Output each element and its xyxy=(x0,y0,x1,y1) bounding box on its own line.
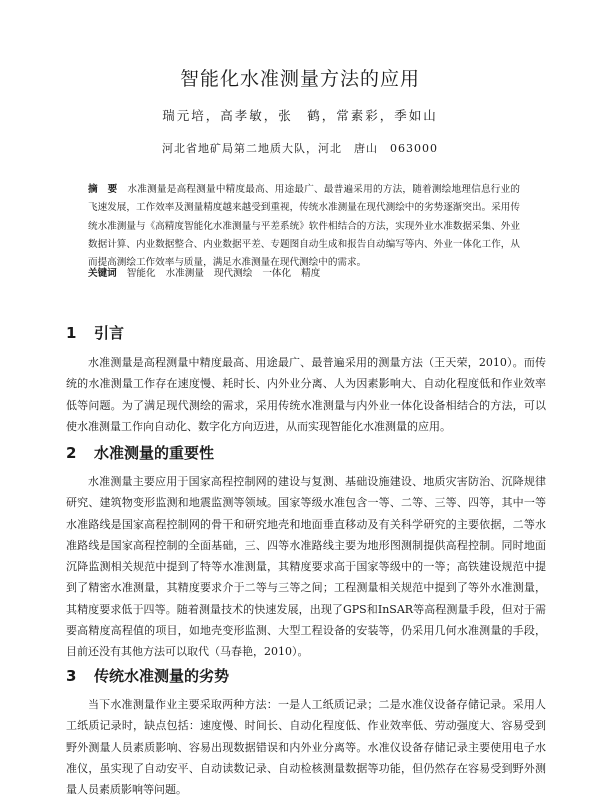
section-2-paragraph: 水准测量主要应用于国家高程控制网的建设与复测、基础设施建设、地质灾害防治、沉降规律研究、建筑物变形监测和地震监测等领域。国家等级水准包含一等、二等、三等、四等，其中一等水准路线是国家高程控制网的骨干和研究地壳和地面垂直移动及有关科学研究的主要依据，二等水准路线是国家高程控制的全面基础，三、四等水准路线主要为地形图测制提供高程控制。同时地面沉降监测相关规范中提到了特等水准测量，其精度要求高于国家等级中的一等；高铁建设规范中提到了精密水准测量，其精度要求介于二等与三等之间；工程测量相关规范中提到了等外水准测量，其精度要求低于四等。随着测量技术的快速发展，出现了GPS和InSAR等高程测量手段，但对于需要高精度高程值的项目，如地壳变形监测、大型工程设备的安装等，仍采用几何水准测量的手段，目前还没有其他方法可以取代（马春艳，2010）。 xyxy=(66,475,546,659)
keyword: 智能化 xyxy=(126,268,156,279)
section-heading-3 xyxy=(66,665,229,686)
section-heading-2 xyxy=(66,442,214,463)
keyword: 水准测量 xyxy=(165,268,204,279)
section-3-paragraph: 当下水准测量作业主要采取两种方法：一是人工纸质记录；二是水准仪设备存储记录。采用人工纸质记录时，缺点包括：速度慢、时间长、自动化程度低、作业效率低、劳动强度大、容易受到野外测量人员素质影响、容易出现数据错误和内外业分离等。水准仪设备存储记录主要使用电子水准仪，虽实现了自动安平、自动读数记录、自动检核测量数据等功能，但仍然存在容易受到野外测量人员素质影响等问题。 xyxy=(66,698,546,797)
section-title: 水准测量的重要性 xyxy=(94,444,215,462)
paper-title: 智能化水准测量方法的应用 xyxy=(179,68,420,90)
section-title: 引言 xyxy=(94,324,125,342)
section-number: 3 xyxy=(66,667,77,685)
keyword: 现代测绘 xyxy=(213,268,253,279)
paper-authors: 瑞元培，高孝敏，张 鹤，常素彩，季如山 xyxy=(162,108,438,123)
abstract-label: 摘 要 xyxy=(88,184,118,195)
section-number: 2 xyxy=(66,444,77,462)
section-1-paragraph: 水准测量是高程测量中精度最高、用途最广、最普遍采用的测量方法（王天荣，2010）。而传统的水准测量工作存在速度慢、耗时长、内外业分离、人为因素影响大、自动化程度低和作业效率低等问题。为了满足现代测绘的需求，采用传统水准测量与内外业一体化设备相结合的方法，可以使水准测量工作向自动化、数字化方向迈进，从而实现智能化水准测量的应用。 xyxy=(66,356,546,433)
abstract-text: 水准测量是高程测量中精度最高、用途最广、最普遍采用的方法，随着测绘地理信息行业的飞速发展，工作效率及测量精度越来越受到重视，传统水准测量在现代测绘中的劣势逐渐突出。采用传统水准测量与《高精度智能化水准测量与平差系统》软件相结合的方法，实现外业水准数据采集、外业数据计算、内业数据整合、内业数据平差、专题图自动生成和报告自动编写等内、外业一体化工作，从而提高测绘工作效率与质量，满足水准测量在现代测绘中的需求。 xyxy=(88,184,521,269)
keyword: 一体化 xyxy=(262,268,292,279)
abstract-block xyxy=(88,181,520,272)
section-title: 传统水准测量的劣势 xyxy=(94,667,230,685)
keywords-block xyxy=(88,266,520,282)
section-number: 1 xyxy=(66,324,77,342)
keyword: 精度 xyxy=(301,268,321,279)
paper-affiliation: 河北省地矿局第二地质大队，河北 唐山 063000 xyxy=(162,142,438,155)
keywords-label: 关键词 xyxy=(88,268,117,279)
section-heading-1 xyxy=(66,322,124,343)
